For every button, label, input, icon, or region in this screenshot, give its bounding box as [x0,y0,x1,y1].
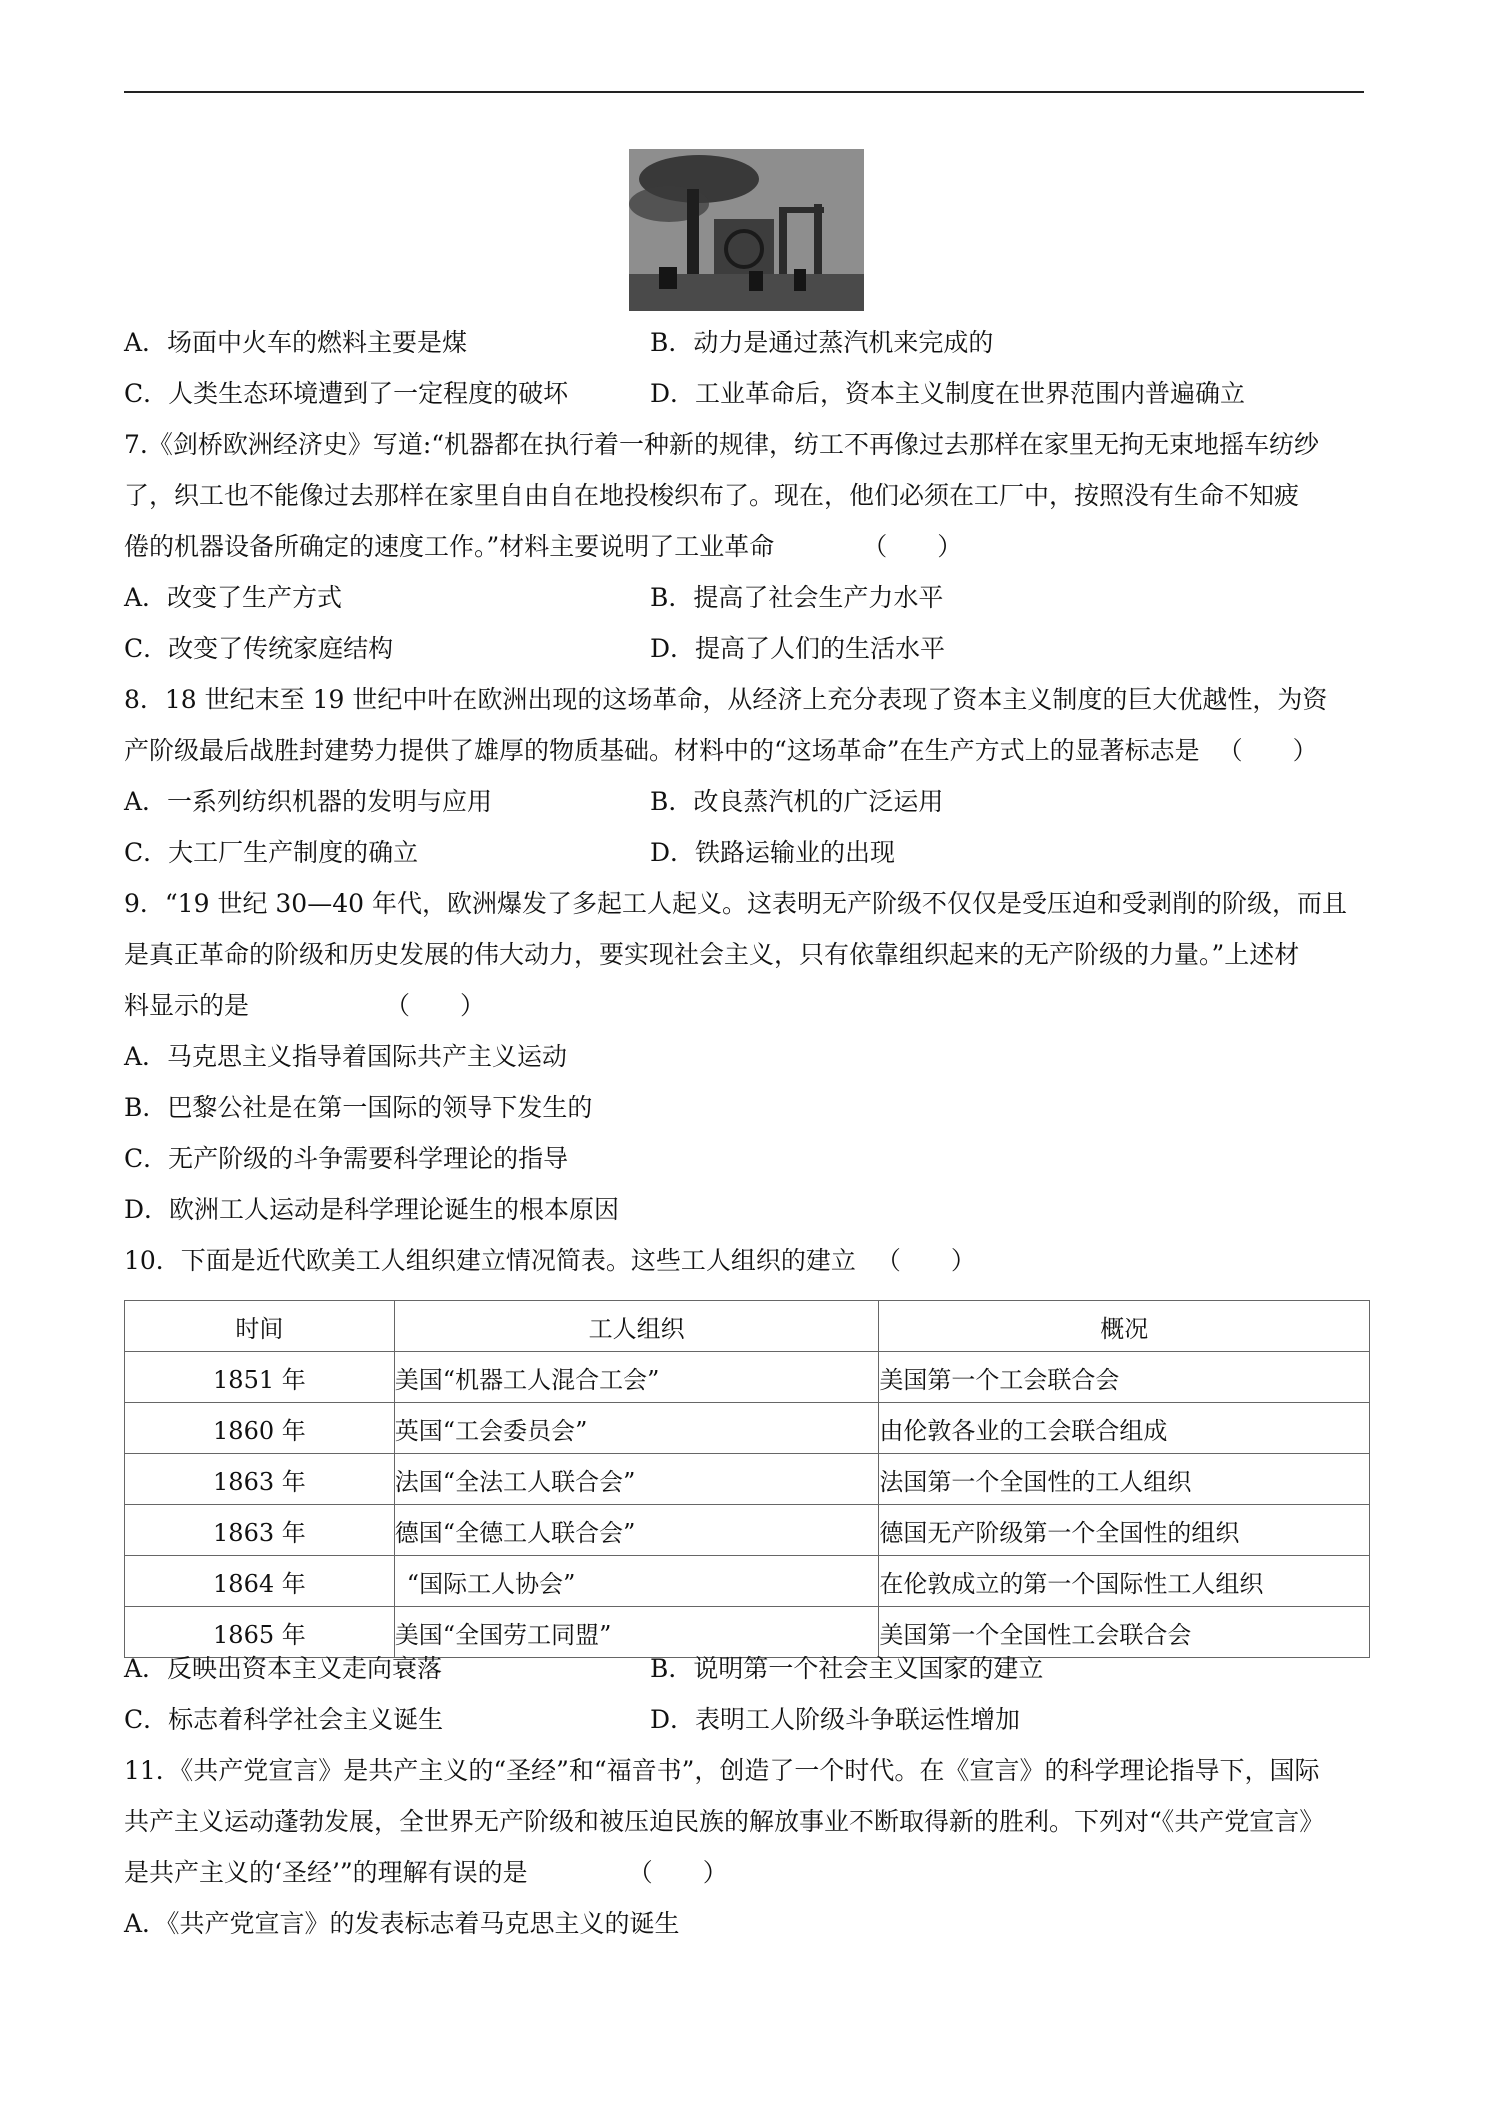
q7-option-d: D．提高了人们的生活水平 [650,634,946,663]
q7-stem-line-3 [124,530,962,564]
q9-stem-line-2: 是真正革命的阶级和历史发展的伟大动力，要实现社会主义，只有依靠组织起来的无产阶级的力量。”上述材 [124,940,1300,969]
table-row [125,1454,1370,1505]
industrial-revolution-illustration [629,149,864,311]
cell-overview: 德国无产阶级第一个全国性的组织 [879,1505,1370,1556]
q9-option-d: D．欧洲工人运动是科学理论诞生的根本原因 [124,1195,620,1224]
q8-option-c: C．大工厂生产制度的确立 [124,838,419,867]
q7-stem-text: 倦的机器设备所确定的速度工作。”材料主要说明了工业革命 [124,532,775,561]
q11-stem-line-1: 11．《共产党宣言》是共产主义的“圣经”和“福音书”，创造了一个时代。在《宣言》的科学理论指导下，国际 [124,1756,1320,1785]
cell-organization: 法国“全法工人联合会” [394,1454,879,1505]
cell-organization: “国际工人协会” [394,1556,879,1607]
cell-year: 1864 年 [125,1556,395,1607]
q9-answer-paren: （ ） [385,991,486,1020]
q6-option-a: A．场面中火车的燃料主要是煤 [124,328,468,357]
q7-option-a: A．改变了生产方式 [124,583,343,612]
q8-stem-line-2 [124,734,1318,768]
column-header-overview: 概况 [879,1301,1370,1352]
labor-organizations-table [124,1300,1370,1658]
cell-organization: 德国“全德工人联合会” [394,1505,879,1556]
q8-option-b: B．改良蒸汽机的广泛运用 [650,787,944,816]
q10-option-a: A．反映出资本主义走向衰落 [124,1654,443,1683]
cell-overview: 美国第一个工会联合会 [879,1352,1370,1403]
q11-answer-paren: （ ） [627,1858,728,1887]
q9-option-a: A．马克思主义指导着国际共产主义运动 [124,1042,568,1071]
table-row [125,1607,1370,1658]
q11-stem-text: 是共产主义的‘圣经’”的理解有误的是 [124,1858,528,1887]
column-header-time: 时间 [125,1301,395,1352]
q9-option-c: C．无产阶级的斗争需要科学理论的指导 [124,1144,569,1173]
column-header-organization: 工人组织 [394,1301,879,1352]
q11-stem-line-2: 共产主义运动蓬勃发展，全世界无产阶级和被压迫民族的解放事业不断取得新的胜利。下列对“《共产党宣言》 [124,1807,1325,1836]
q10-option-d: D．表明工人阶级斗争联运性增加 [650,1705,1021,1734]
q8-option-d: D．铁路运输业的出现 [650,838,896,867]
q7-stem-line-2: 了，织工也不能像过去那样在家里自由自在地投梭织布了。现在，他们必须在工厂中，按照没有生命不知疲 [124,481,1300,510]
q10-option-b: B．说明第一个社会主义国家的建立 [650,1654,1044,1683]
q6-option-b: B．动力是通过蒸汽机来完成的 [650,328,994,357]
cell-overview: 在伦敦成立的第一个国际性工人组织 [879,1556,1370,1607]
q10-answer-paren: （ ） [875,1246,976,1275]
table-row [125,1352,1370,1403]
q7-option-b: B．提高了社会生产力水平 [650,583,944,612]
q8-answer-paren: （ ） [1217,736,1318,765]
cell-organization: 美国“全国劳工同盟” [394,1607,879,1658]
cell-year: 1863 年 [125,1454,395,1505]
q7-stem-line-1: 7.《剑桥欧洲经济史》写道:“机器都在执行着一种新的规律，纺工不再像过去那样在家里无拘无束地摇车纺纱 [124,430,1320,459]
q8-stem-text: 产阶级最后战胜封建势力提供了雄厚的物质基础。材料中的“这场革命”在生产方式上的显著标志是 [124,736,1200,765]
cell-overview: 法国第一个全国性的工人组织 [879,1454,1370,1505]
q6-option-d: D．工业革命后，资本主义制度在世界范围内普遍确立 [650,379,1246,408]
table-row [125,1556,1370,1607]
q10-option-c: C．标志着科学社会主义诞生 [124,1705,444,1734]
q11-option-a: A．《共产党宣言》的发表标志着马克思主义的诞生 [124,1909,680,1938]
cell-year: 1863 年 [125,1505,395,1556]
table-header-row [125,1301,1370,1352]
cell-year: 1851 年 [125,1352,395,1403]
table-row [125,1403,1370,1454]
factory-scene-image [629,149,864,311]
cell-year: 1860 年 [125,1403,395,1454]
q6-option-c: C．人类生态环境遭到了一定程度的破坏 [124,379,569,408]
q11-stem-line-3 [124,1856,728,1890]
q9-stem-line-1: 9．“19 世纪 30—40 年代，欧洲爆发了多起工人起义。这表明无产阶级不仅仅是受压迫和受剥削的阶级，而且 [124,889,1347,918]
q9-stem-text: 料显示的是 [124,991,250,1020]
cell-year: 1865 年 [125,1607,395,1658]
q10-stem [124,1244,976,1278]
q7-answer-paren: （ ） [862,532,963,561]
q9-stem-line-3 [124,989,485,1023]
q8-option-a: A．一系列纺织机器的发明与应用 [124,787,493,816]
cell-organization: 英国“工会委员会” [394,1403,879,1454]
cell-overview: 美国第一个全国性工会联合会 [879,1607,1370,1658]
q10-stem-text: 10．下面是近代欧美工人组织建立情况简表。这些工人组织的建立 [124,1246,856,1275]
header-rule [124,91,1364,93]
table-row [125,1505,1370,1556]
q9-option-b: B．巴黎公社是在第一国际的领导下发生的 [124,1093,593,1122]
cell-organization: 美国“机器工人混合工会” [394,1352,879,1403]
q7-option-c: C．改变了传统家庭结构 [124,634,394,663]
cell-overview: 由伦敦各业的工会联合组成 [879,1403,1370,1454]
q8-stem-line-1: 8．18 世纪末至 19 世纪中叶在欧洲出现的这场革命，从经济上充分表现了资本主义制度的巨大优越性，为资 [124,685,1328,714]
